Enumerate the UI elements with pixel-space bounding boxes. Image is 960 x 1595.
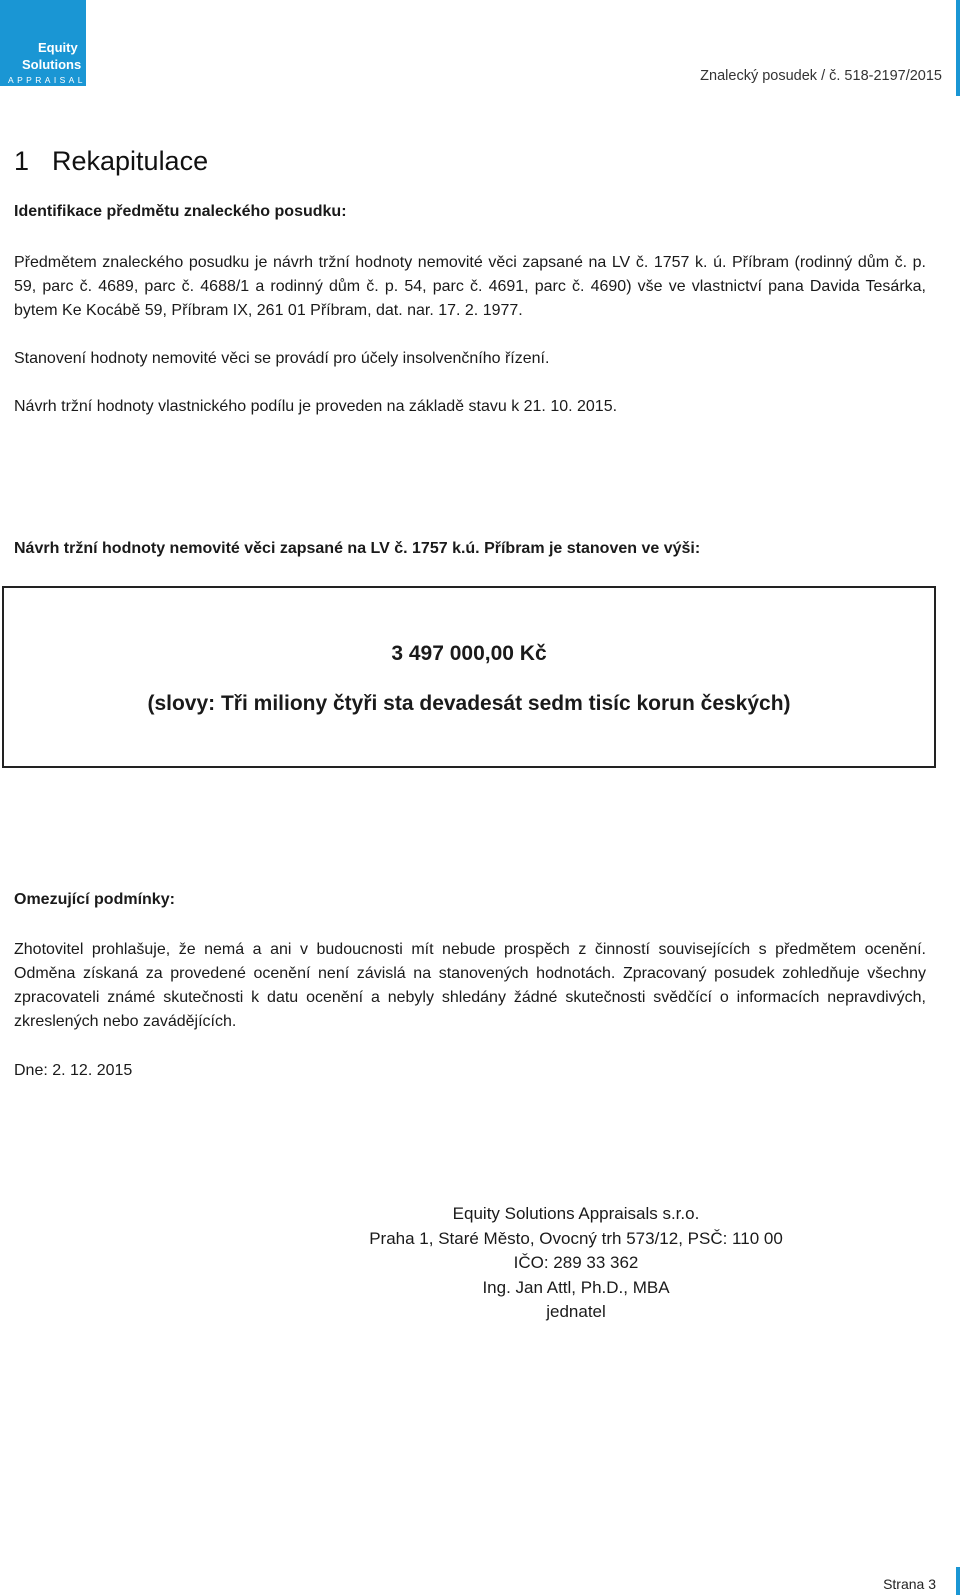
basis-text: Návrh tržní hodnoty vlastnického podílu je proveden na základě stavu k 21. 10. 2015.	[14, 398, 618, 415]
signature-block	[296, 1202, 856, 1325]
purpose-text: Stanovení hodnoty nemovité věci se provádí pro účely insolvenčního řízení.	[14, 350, 550, 367]
signature-company: Equity Solutions Appraisals s.r.o.	[452, 1204, 700, 1223]
identification-text: Předmětem znaleckého posudku je návrh tržní hodnoty nemovité věci zapsané na LV č. 1757 k. ú. Příbram (rodinný dům č. p. 59, parc č. 4689, parc č. 4688/1 a rodinný dům č. p. 54, parc č. 4691, parc č. 4690) vše ve vlastnictví pana Davida Tesárka, bytem Ke Kocábě 59, Příbram IX, 261 01 Příbram, dat. nar. 17. 2. 1977.	[14, 254, 926, 319]
valuation-box	[2, 586, 936, 768]
page-number: Strana 3	[883, 1576, 936, 1592]
valuation-amount: 3 497 000,00 Kč	[391, 642, 547, 665]
logo-text-solutions: Solutions	[22, 57, 82, 72]
section-title-text: Rekapitulace	[52, 146, 209, 176]
section-title	[14, 146, 208, 177]
document-date: Dne: 2. 12. 2015	[14, 1062, 133, 1079]
footer-accent-bar	[956, 1567, 960, 1595]
logo-text-equity: Equity	[38, 40, 78, 55]
signature-role: jednatel	[546, 1302, 606, 1321]
valuation-label: Návrh tržní hodnoty nemovité věci zapsané na LV č. 1757 k.ú. Příbram je stanoven ve výši:	[14, 540, 701, 557]
header-accent-bar	[956, 0, 960, 96]
conditions-label: Omezující podmínky:	[14, 891, 175, 908]
logo-text-appraisals: APPRAISALS	[8, 75, 95, 85]
conditions-text: Zhotovitel prohlašuje, že nemá a ani v budoucnosti mít nebude prospěch z činností souvisejících s předmětem ocenění. Odměna získaná za provedené ocenění není závislá na stanovených hodnotách. Zpracovaný posudek zohledňuje všechny zpracovateli známé skutečnosti k datu ocenění a nebyly shledány žádné skutečnosti svědčící o informacích nepravdivých, zkreslených nebo zavádějících.	[14, 941, 926, 1030]
section-number: 1	[14, 146, 30, 176]
signature-address: Praha 1, Staré Město, Ovocný trh 573/12, PSČ: 110 00	[369, 1228, 783, 1248]
signature-person: Ing. Jan Attl, Ph.D., MBA	[482, 1277, 670, 1297]
company-logo	[0, 0, 95, 86]
identification-label: Identifikace předmětu znaleckého posudku:	[14, 203, 347, 220]
document-reference: Znalecký posudek / č. 518-2197/2015	[700, 68, 942, 84]
valuation-amount-words: (slovy: Tři miliony čtyři sta devadesát sedm tisíc korun českých)	[147, 692, 791, 715]
signature-ico: IČO: 289 33 362	[513, 1253, 639, 1272]
